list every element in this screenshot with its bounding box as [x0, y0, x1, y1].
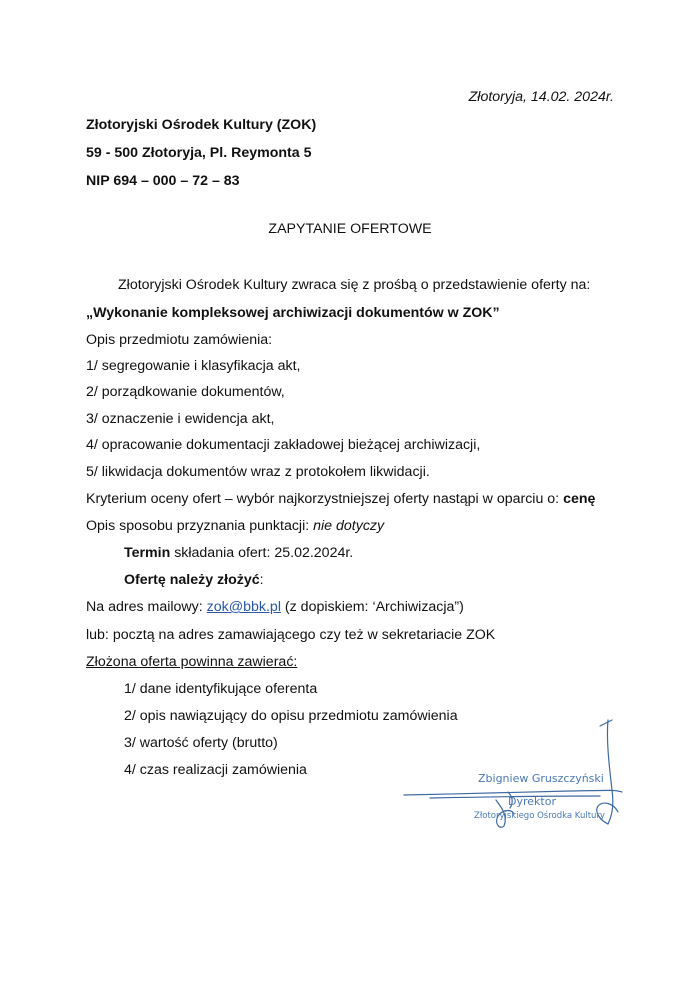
- submit-line: [124, 571, 264, 589]
- org-name: Złotoryjski Ośrodek Kultury (ZOK): [86, 117, 317, 133]
- order-subject: „Wykonanie kompleksowej archiwizacji dokumentów w ZOK”: [86, 305, 500, 321]
- description-label: Opis przedmiotu zamówienia:: [86, 332, 273, 348]
- description-item: 3/ oznaczenie i ewidencja akt,: [86, 411, 275, 427]
- deadline-label: Termin: [124, 545, 171, 561]
- criterion-text: Kryterium oceny ofert – wybór najkorzystniejszej oferty nastąpi w oparciu o:: [86, 491, 564, 507]
- description-item: 5/ likwidacja dokumentów wraz z protokołem likwidacji.: [86, 464, 430, 480]
- deadline-line: [124, 544, 353, 562]
- contents-item: 4/ czas realizacji zamówienia: [124, 762, 307, 778]
- stamp-organization: Złotoryjskiego Ośrodka Kultury: [474, 811, 605, 821]
- email-prefix: Na adres mailowy:: [86, 599, 207, 615]
- description-item: 1/ segregowanie i klasyfikacja akt,: [86, 358, 301, 374]
- contents-item: 1/ dane identyfikujące oferenta: [124, 681, 318, 697]
- document-title: ZAPYTANIE OFERTOWE: [268, 221, 432, 237]
- contents-item: 2/ opis nawiązujący do opisu przedmiotu zamówienia: [124, 708, 458, 724]
- deadline-text: składania ofert: 25.02.2024r.: [170, 545, 354, 561]
- criterion-line: [86, 490, 595, 508]
- scoring-line: [86, 517, 384, 535]
- org-nip: NIP 694 – 000 – 72 – 83: [86, 173, 240, 189]
- submit-label: Ofertę należy złożyć: [124, 572, 260, 588]
- intro-paragraph: Złotoryjski Ośrodek Kultury zwraca się z prośbą o przedstawienie oferty na:: [118, 277, 591, 293]
- description-item: 2/ porządkowanie dokumentów,: [86, 384, 285, 400]
- stamp-name: Zbigniew Gruszczyński: [478, 772, 604, 785]
- submit-suffix: :: [259, 572, 264, 588]
- description-item: 4/ opracowanie dokumentacji zakładowej bieżącej archiwizacji,: [86, 437, 481, 453]
- contents-item: 3/ wartość oferty (brutto): [124, 735, 278, 751]
- email-link[interactable]: zok@bbk.pl: [206, 599, 281, 615]
- scoring-value: nie dotyczy: [313, 518, 385, 534]
- criterion-value: cenę: [563, 491, 596, 507]
- email-suffix: (z dopiskiem: ‘Archiwizacja”): [280, 599, 464, 615]
- email-line: [86, 598, 464, 616]
- signature-stamp: [400, 712, 630, 832]
- stamp-role: Dyrektor: [508, 795, 556, 808]
- scoring-text: Opis sposobu przyznania punktacji:: [86, 518, 314, 534]
- post-line: lub: pocztą na adres zamawiającego czy też w sekretariacie ZOK: [86, 627, 496, 643]
- org-address: 59 - 500 Złotoryja, Pl. Reymonta 5: [86, 145, 312, 161]
- contents-label: Złożona oferta powinna zawierać:: [86, 654, 298, 670]
- document-date: Złotoryja, 14.02. 2024r.: [468, 89, 614, 105]
